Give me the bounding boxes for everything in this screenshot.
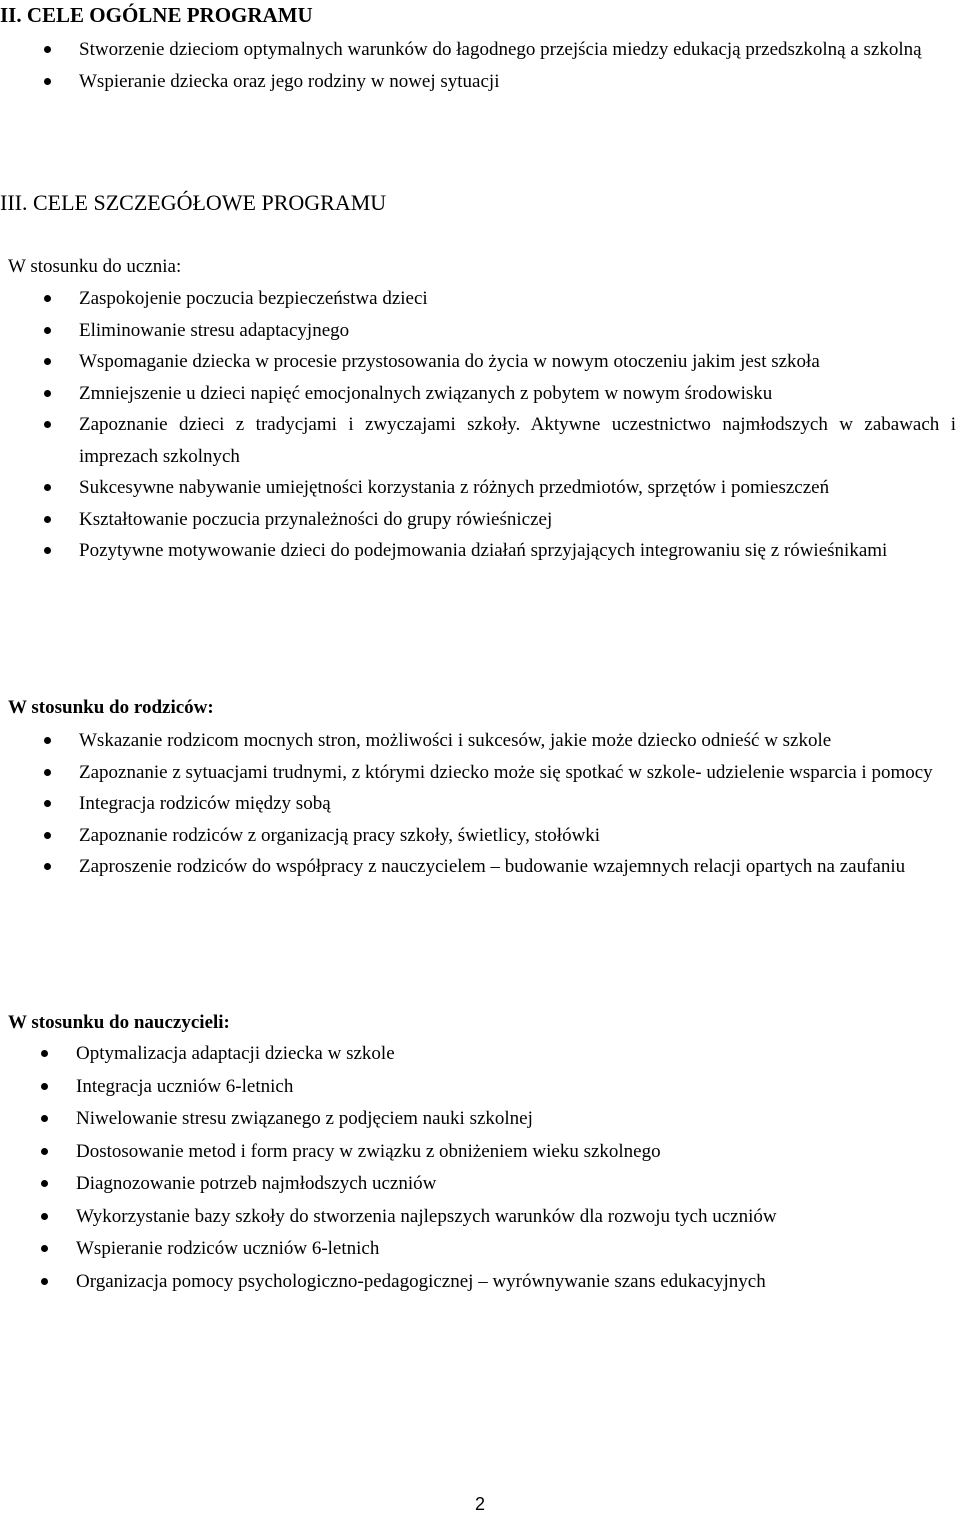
list-item (79, 34, 956, 66)
bullet-icon (44, 516, 51, 523)
bullet-icon (44, 547, 51, 554)
list-item (76, 1233, 956, 1266)
list-item-text: Optymalizacja adaptacji dziecka w szkole (76, 1043, 395, 1064)
pupil-list (79, 283, 956, 567)
list-item (79, 788, 956, 820)
list-item (79, 472, 956, 504)
section-3-title: III. CELE SZCZEGÓŁOWE PROGRAMU (0, 190, 387, 215)
list-item (79, 346, 956, 378)
list-item-text: Pozytywne motywowanie dzieci do podejmowania działań sprzyjających integrowaniu się z rówieśnikami (79, 540, 888, 561)
page-number: 2 (474, 1494, 485, 1514)
list-item-text: Zapoznanie dzieci z tradycjami i zwyczajami szkoły. Aktywne uczestnictwo najmłodszych w zabawach i imprezach szkolnych (79, 414, 956, 467)
list-item (79, 315, 956, 347)
bullet-icon (41, 1050, 48, 1057)
bullet-icon (44, 832, 51, 839)
list-item-text: Zaspokojenie poczucia bezpieczeństwa dzieci (79, 288, 428, 309)
list-item-text: Sukcesywne nabywanie umiejętności korzystania z różnych przedmiotów, sprzętów i pomieszczeń (79, 477, 830, 498)
section-2-list (79, 34, 956, 97)
bullet-icon (44, 358, 51, 365)
teachers-heading: W stosunku do nauczycieli: (8, 1012, 230, 1033)
bullet-icon (41, 1278, 48, 1285)
list-item-text: Zapoznanie rodziców z organizacją pracy szkoły, świetlicy, stołówki (79, 824, 601, 846)
bullet-icon (41, 1213, 48, 1220)
list-item (76, 1038, 956, 1071)
bullet-icon (44, 421, 51, 428)
list-item (76, 1266, 956, 1299)
list-item-text: Wspieranie rodziców uczniów 6-letnich (76, 1238, 380, 1259)
list-item (79, 757, 956, 789)
list-item (79, 504, 956, 536)
bullet-icon (44, 737, 51, 744)
parents-list (79, 725, 956, 883)
list-item-text: Stworzenie dzieciom optymalnych warunków do łagodnego przejścia miedzy edukacją przedszkolną a szkolną (79, 39, 922, 60)
bullet-icon (41, 1180, 48, 1187)
list-item-text: Organizacja pomocy psychologiczno-pedagogicznej – wyrównywanie szans edukacyjnych (76, 1270, 766, 1292)
list-item (76, 1168, 956, 1201)
list-item-text: Dostosowanie metod i form pracy w związku z obniżeniem wieku szkolnego (76, 1140, 661, 1162)
bullet-icon (41, 1083, 48, 1090)
list-item (79, 851, 956, 883)
bullet-icon (44, 390, 51, 397)
list-item (79, 378, 956, 410)
list-item (79, 409, 956, 472)
list-item-text: Wspomaganie dziecka w procesie przystosowania do życia w nowym otoczeniu jakim jest szkoła (79, 351, 820, 372)
teachers-list (76, 1038, 956, 1298)
list-item-text: Wskazanie rodzicom mocnych stron, możliwości i sukcesów, jakie może dziecko odnieść w szkole (79, 730, 832, 751)
list-item-text: Eliminowanie stresu adaptacyjnego (79, 319, 350, 341)
bullet-icon (41, 1115, 48, 1122)
list-item-text: Integracja uczniów 6-letnich (76, 1075, 294, 1097)
list-item-text: Zmniejszenie u dzieci napięć emocjonalnych związanych z pobytem w nowym środowisku (79, 382, 773, 404)
list-item-text: Niwelowanie stresu związanego z podjęciem nauki szkolnej (76, 1108, 533, 1129)
bullet-icon (44, 800, 51, 807)
bullet-icon (44, 295, 51, 302)
list-item (76, 1201, 956, 1234)
bullet-icon (41, 1245, 48, 1252)
list-item-text: Zapoznanie z sytuacjami trudnymi, z którymi dziecko może się spotkać w szkole- udzielenie wsparcia i pomocy (79, 761, 933, 783)
bullet-icon (44, 863, 51, 870)
bullet-icon (41, 1148, 48, 1155)
parents-heading: W stosunku do rodziców: (8, 697, 214, 718)
list-item (79, 535, 899, 567)
list-item-text: Diagnozowanie potrzeb najmłodszych uczniów (76, 1173, 437, 1194)
list-item-text: Zaproszenie rodziców do współpracy z nauczycielem – budowanie wzajemnych relacji opartych na zaufaniu (79, 856, 906, 877)
list-item (79, 66, 956, 98)
list-item-text: Wykorzystanie bazy szkoły do stworzenia najlepszych warunków dla rozwoju tych uczniów (76, 1205, 777, 1227)
bullet-icon (44, 484, 51, 491)
bullet-icon (44, 78, 51, 85)
section-2-title: II. CELE OGÓLNE PROGRAMU (0, 3, 313, 27)
list-item (79, 725, 956, 757)
list-item-text: Kształtowanie poczucia przynależności do grupy rówieśniczej (79, 508, 553, 530)
list-item (76, 1136, 956, 1169)
list-item (79, 820, 956, 852)
list-item (76, 1103, 956, 1136)
bullet-icon (44, 46, 51, 53)
list-item-text: Integracja rodziców między sobą (79, 793, 331, 814)
list-item (79, 283, 956, 315)
pupil-heading: W stosunku do ucznia: (8, 256, 182, 277)
list-item-text: Wspieranie dziecka oraz jego rodziny w nowej sytuacji (79, 70, 500, 92)
bullet-icon (44, 769, 51, 776)
bullet-icon (44, 327, 51, 334)
list-item (76, 1071, 956, 1104)
